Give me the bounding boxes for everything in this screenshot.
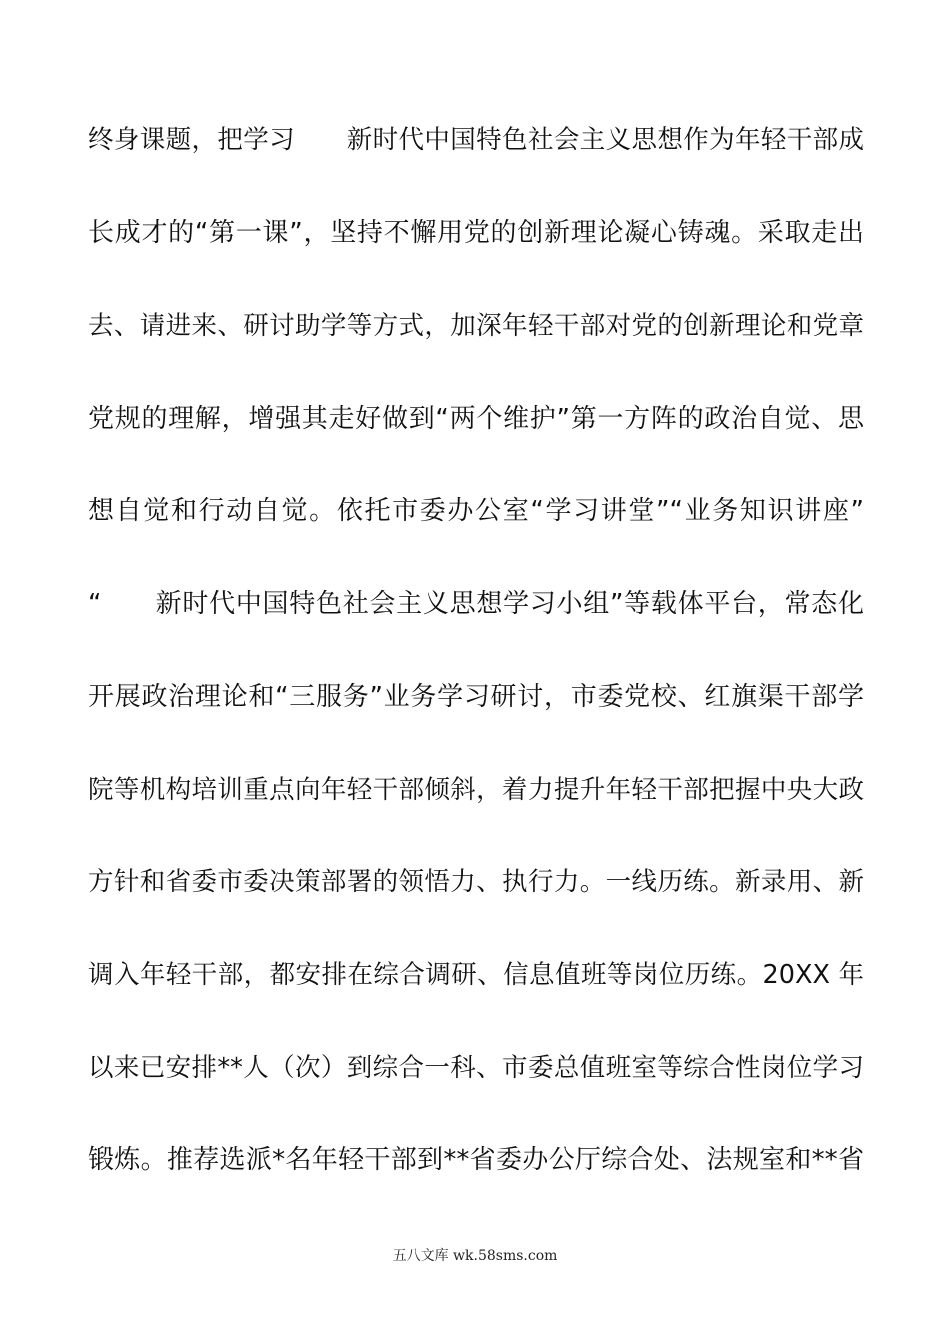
paragraph-line: 开展政治理论和“三服务”业务学习研讨，市委党校、红旗渠干部学	[88, 682, 864, 712]
page-footer: 五八文库 wk.58sms.com	[392, 1248, 558, 1264]
paragraph-line: 调入年轻干部，都安排在综合调研、信息值班等岗位历练。20XX 年	[88, 960, 864, 990]
paragraph-line: “ 新时代中国特色社会主义思想学习小组”等载体平台，常态化	[88, 589, 864, 619]
paragraph-line: 想自觉和行动自觉。依托市委办公室“学习讲堂”“业务知识讲座”	[88, 496, 864, 526]
paragraph-line: 方针和省委市委决策部署的领悟力、执行力。一线历练。新录用、新	[88, 867, 864, 897]
paragraph-line: 党规的理解，增强其走好做到“两个维护”第一方阵的政治自觉、思	[88, 404, 864, 434]
paragraph-line: 长成才的“第一课”，坚持不懈用党的创新理论凝心铸魂。采取走出	[88, 218, 864, 248]
paragraph-line: 终身课题，把学习 新时代中国特色社会主义思想作为年轻干部成	[88, 125, 864, 155]
paragraph-line: 以来已安排**人（次）到综合一科、市委总值班室等综合性岗位学习	[88, 1053, 864, 1083]
paragraph-line: 去、请进来、研讨助学等方式，加深年轻干部对党的创新理论和党章	[88, 311, 864, 341]
paragraph-line: 锻炼。推荐选派*名年轻干部到**省委办公厅综合处、法规室和**省	[88, 1145, 864, 1175]
paragraph-line: 院等机构培训重点向年轻干部倾斜，着力提升年轻干部把握中央大政	[88, 775, 864, 805]
